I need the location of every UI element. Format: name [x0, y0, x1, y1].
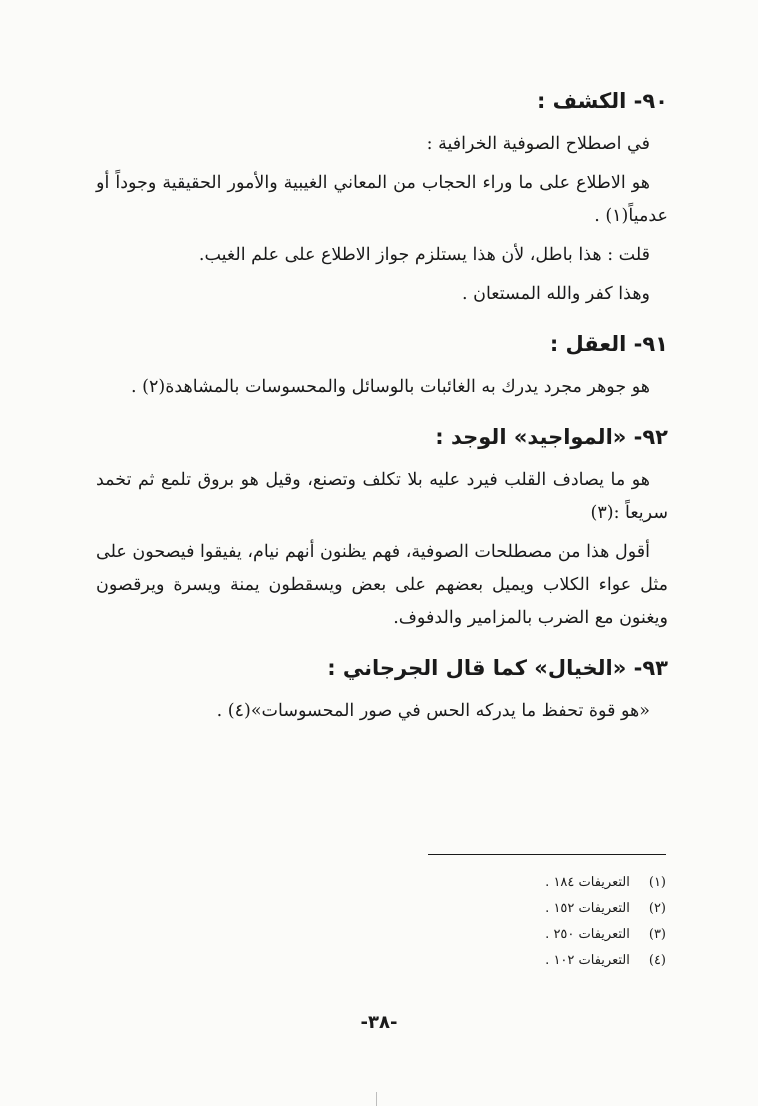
- section-wajd: [96, 422, 668, 635]
- footnote-text: التعريفات ١٠٢ .: [545, 953, 630, 968]
- section-kashf: [96, 86, 668, 311]
- paragraph: «هو قوة تحفظ ما يدركه الحس في صور المحسوسات»(٤) .: [216, 701, 650, 721]
- section-khayal: [96, 653, 668, 728]
- footnote-text: التعريفات ٢٥٠ .: [545, 927, 630, 942]
- footnote: [545, 870, 666, 896]
- paragraph: هو الاطلاع على ما وراء الحجاب من المعاني الغيبية والأمور الحقيقية وجوداً أو عدمياً(١) .: [96, 173, 668, 226]
- paragraph: هو جوهر مجرد يدرك به الغائبات بالوسائل والمحسوسات بالمشاهدة(٢) .: [131, 377, 650, 397]
- footnote: [545, 948, 666, 974]
- footnote-number: (٤): [648, 953, 666, 968]
- section-heading: ٩٢- «المواجيد» الوجد :: [435, 425, 668, 449]
- section-heading: ٩٠- الكشف :: [536, 89, 668, 113]
- paragraph: أقول هذا من مصطلحات الصوفية، فهم يظنون أنهم نيام، يفيقوا فيصحون على مثل عواء الكلاب ويميل بعضهم على بعض ويسقطون يمنة ويسرة ويرقصون ويغنون مع الضرب بالمزامير والدفوف.: [96, 542, 668, 628]
- crop-mark: [376, 1092, 377, 1106]
- page-body: [96, 78, 668, 746]
- footnote: [545, 922, 666, 948]
- footnote-number: (٢): [648, 901, 666, 916]
- footnote-number: (١): [648, 875, 666, 890]
- section-heading: ٩٣- «الخيال» كما قال الجرجاني :: [327, 656, 668, 680]
- paragraph: قلت : هذا باطل، لأن هذا يستلزم جواز الاطلاع على علم الغيب.: [198, 245, 650, 265]
- paragraph: في اصطلاح الصوفية الخرافية :: [426, 134, 650, 154]
- footnote-text: التعريفات ١٨٤ .: [545, 875, 630, 890]
- paragraph: هو ما يصادف القلب فيرد عليه بلا تكلف وتصنع، وقيل هو بروق تلمع ثم تخمد سريعاً :(٣): [96, 470, 668, 523]
- paragraph: وهذا كفر والله المستعان .: [461, 284, 650, 304]
- page-number: -٣٨-: [360, 1012, 398, 1033]
- footnote: [545, 896, 666, 922]
- footnotes: [545, 870, 666, 974]
- section-aql: [96, 329, 668, 404]
- footnote-divider: [428, 854, 666, 855]
- section-heading: ٩١- العقل :: [549, 332, 668, 356]
- footnote-number: (٣): [648, 927, 666, 942]
- footnote-text: التعريفات ١٥٢ .: [545, 901, 630, 916]
